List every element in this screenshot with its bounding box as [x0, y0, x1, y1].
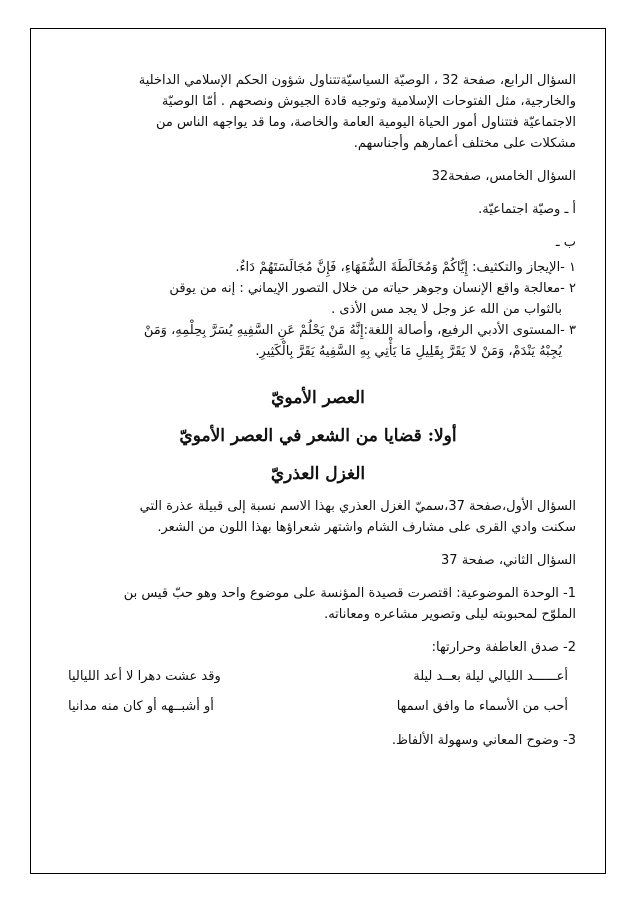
heading-ghazal: الغزل العذريّ — [270, 464, 366, 484]
document-body — [60, 70, 576, 751]
q2-p1-line-2: الملوّح لمحبوبته ليلى وتصوير مشاعره ومعاناته. — [324, 607, 576, 622]
q2-p1-line-1: 1- الوحدة الموضوعية: اقتصرت قصيدة المؤنسة على موضوع واحد وهو حبّ قيس بن — [123, 586, 576, 601]
verse-row-2 — [60, 696, 576, 718]
q4-line-1: السؤال الرابع، صفحة 32 ، الوصيّة السياسيّةتتناول شؤون الحكم الإسلامي الداخلية — [138, 73, 576, 88]
verse-1-hemistich-right: أعــــــد الليالي ليلة بعــد ليلة — [413, 669, 568, 684]
q5-item-3-cont: يُجِبْهُ يَنْدَمْ، وَمَنْ لا يَقَرَّ بِقَلِيلِ مَا يَأْتِي بِهِ السَّفِيهُ يَقَرَّ بِالْكَثِيرِ. — [255, 344, 562, 359]
q2-point-3: 3- وضوح المعاني وسهولة الألفاظ. — [391, 733, 576, 748]
verse-2-hemistich-right: أحب من الأسماء ما وافق اسمها — [396, 699, 568, 714]
q4-line-4: مشكلات على مختلف أعمارهم وأجناسهم. — [353, 136, 576, 151]
q2-point-2: 2- صدق العاطفة وحرارتها: — [431, 640, 576, 655]
q5-item-2-cont: بالثواب من الله عز وجل لا يجد مس الأذى . — [331, 302, 562, 317]
verse-1-hemistich-left: وقد عشت دهرا لا أعد اللياليا — [68, 669, 221, 684]
q5-answer-b: ب ـ — [555, 235, 576, 250]
q4-line-3: الاجتماعيّة فتتناول أمور الحياة اليومية العامة والخاصة، وما قد يواجهه الناس من — [155, 115, 576, 130]
q5-answer-a: أ ـ وصيّة اجتماعيّة. — [478, 202, 576, 217]
q4-paragraph — [60, 70, 576, 154]
verse-2-hemistich-left: أو أشبــهه أو كان منه مدانيا — [68, 699, 214, 714]
q5-item-1: ١ -الإيجاز والتكثيف: إِيَّاكُمْ وَمُخَالَطَةَ السُّفَهَاءِ، فَإِنَّ مُجَالَسَتَهُمْ دَاءٌ. — [235, 260, 576, 275]
heading-era: العصر الأمويّ — [271, 388, 365, 408]
verse-row-1 — [60, 666, 576, 688]
q1-line-2: سكنت وادي القرى على مشارف الشام واشتهر شعراؤها بهذا اللون من الشعر. — [157, 520, 576, 535]
q2-point-1 — [60, 583, 576, 625]
q5-title: السؤال الخامس، صفحة32 — [431, 169, 576, 184]
heading-first: أولا: قضايا من الشعر في العصر الأمويّ — [179, 426, 457, 446]
q2-title: السؤال الثاني، صفحة 37 — [441, 553, 576, 568]
q1-paragraph — [60, 496, 576, 538]
q5-item-2: ٢ -معالجة واقع الإنسان وجوهر حياته من خلال التصور الإيماني : إنه من يوقن — [169, 281, 576, 296]
q1-line-1: السؤال الأول،صفحة 37،سميّ الغزل العذري بهذا الاسم نسبة إلى قبيلة عذرة التي — [139, 499, 576, 514]
q5-item-3: ٣ -المستوى الأدبي الرفيع، وأصالة اللغة:إِنَّهُ مَنْ يَحْلُمْ عَنِ السَّفِيهِ يُسَرَّ بِحِلْمِهِ، وَمَنْ — [143, 323, 576, 338]
q5-list — [60, 257, 576, 362]
q4-line-2: والخارجية، مثل الفتوحات الإسلامية وتوجيه قادة الجيوش ونصحهم . أمّا الوصيّة — [161, 94, 576, 109]
